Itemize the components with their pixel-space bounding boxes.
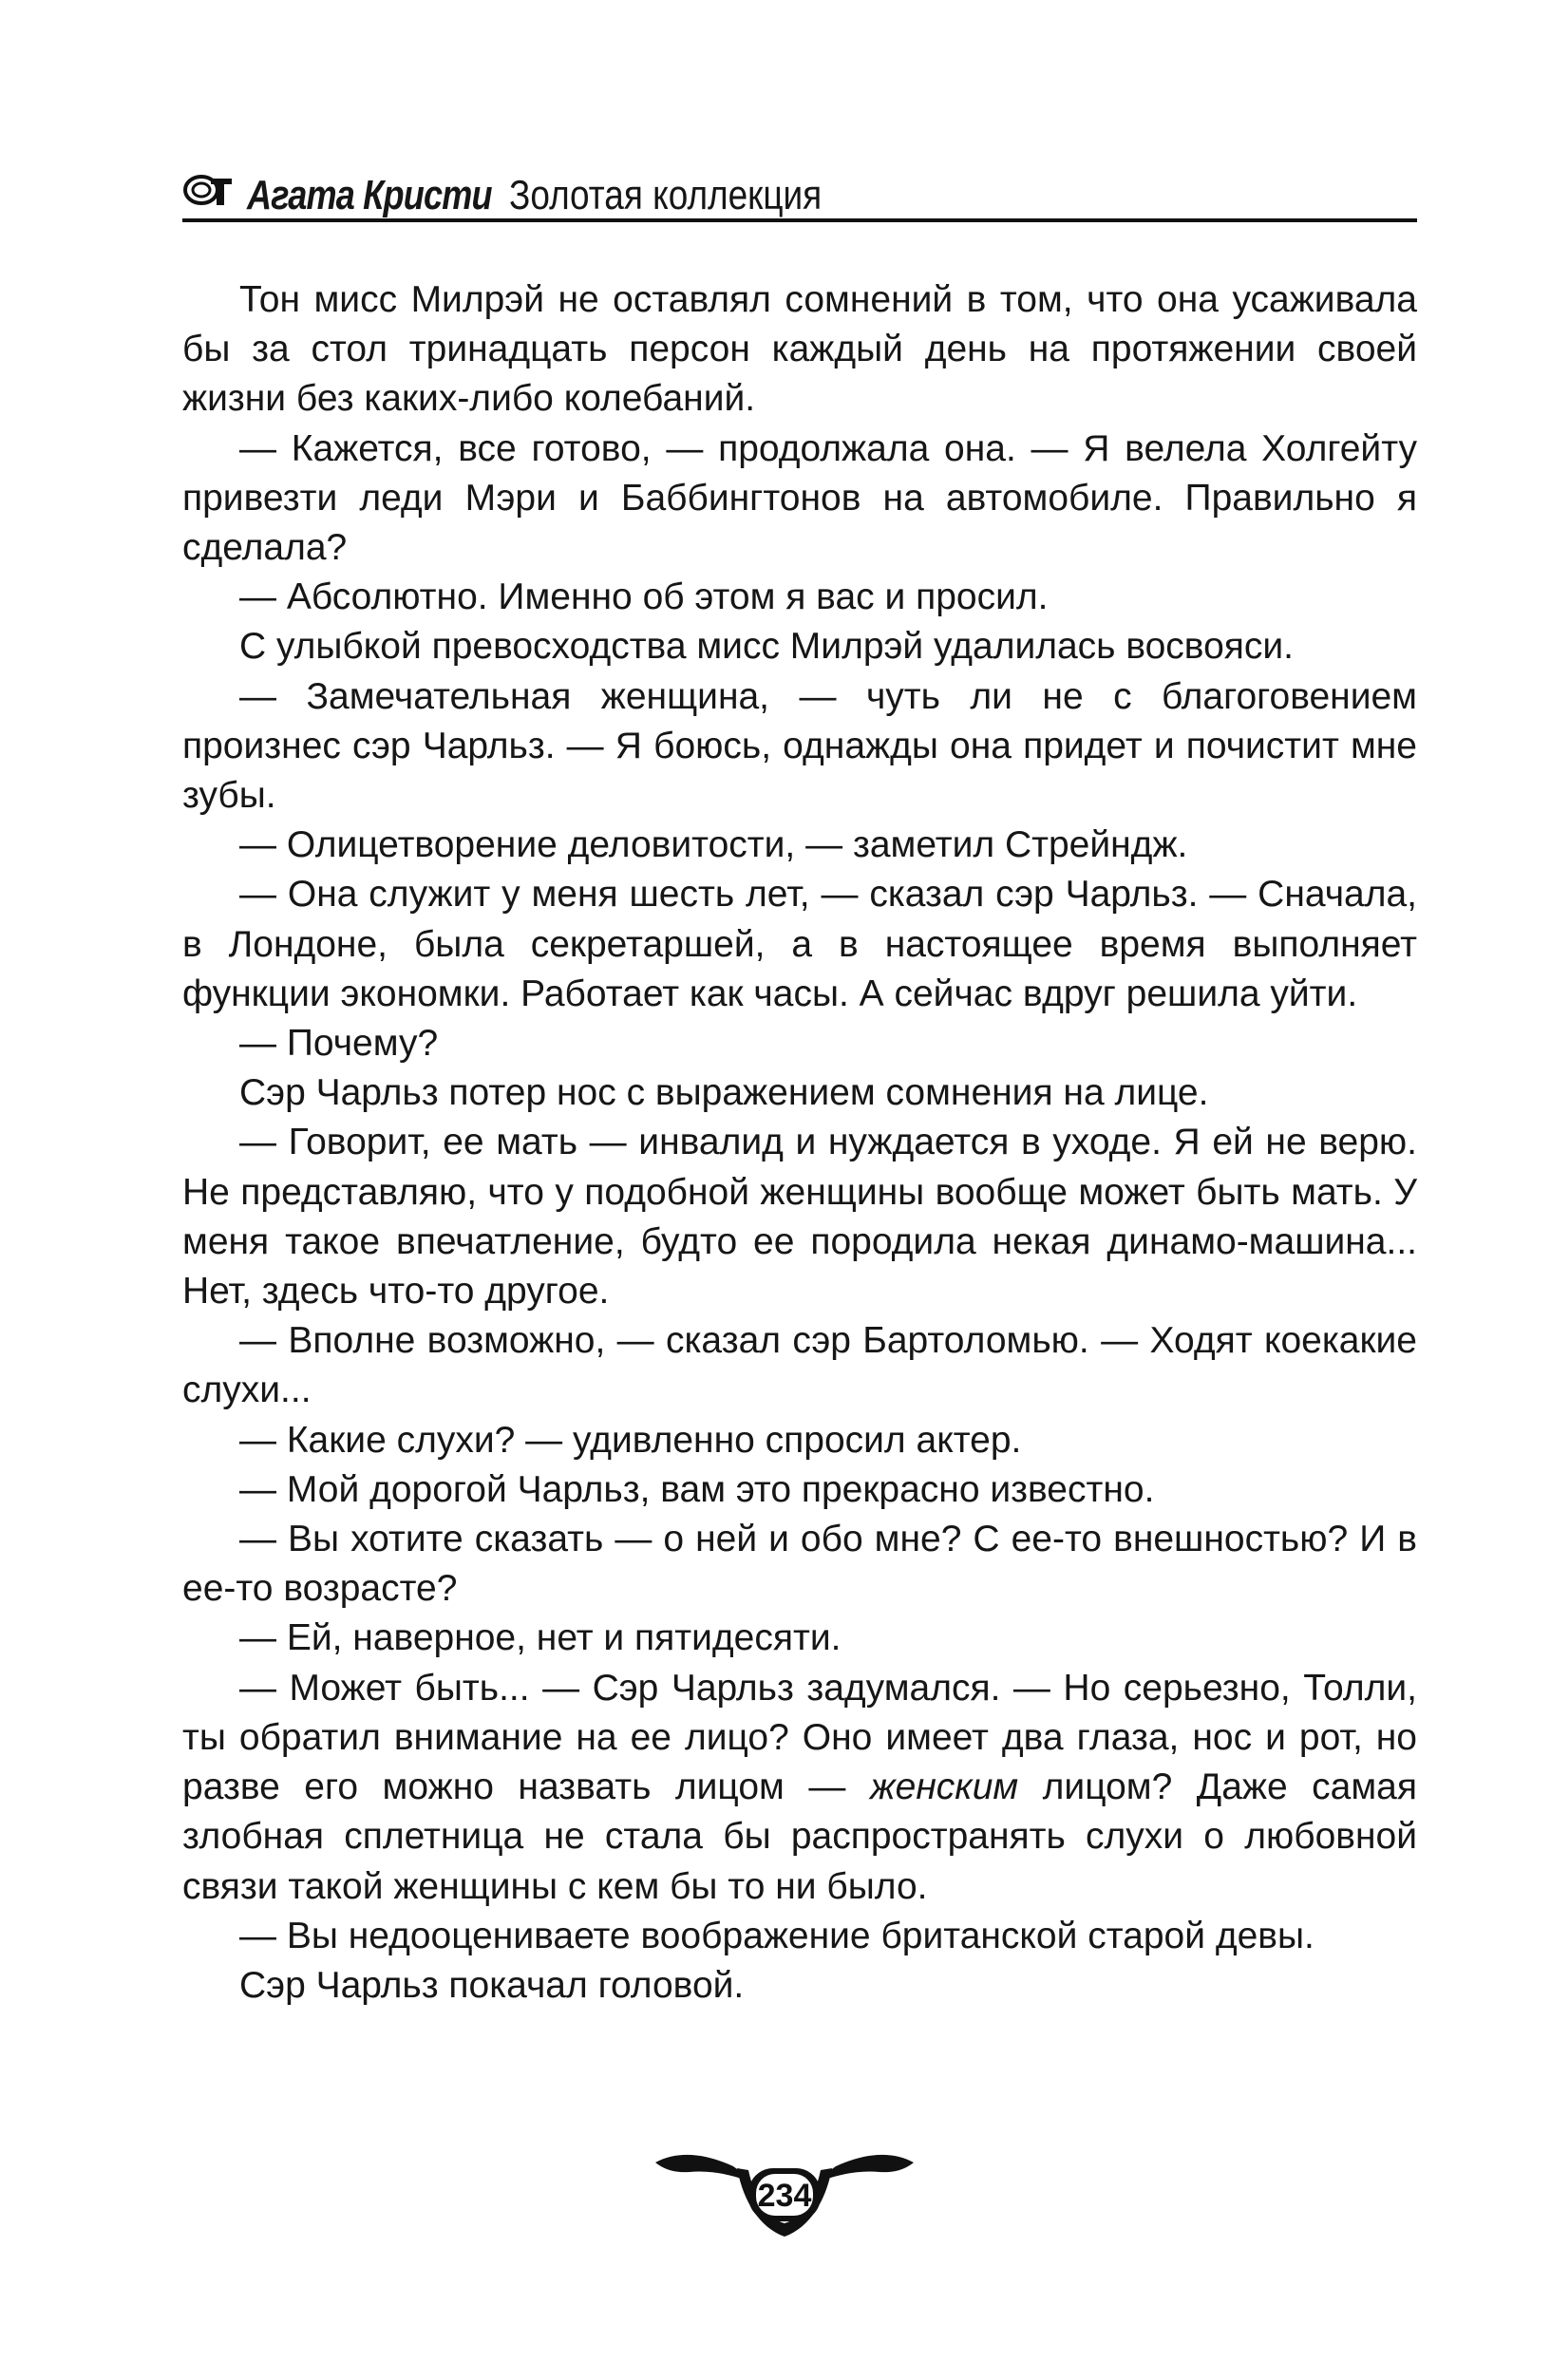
paragraph: — Она служит у меня шесть лет, — сказал сэр Чарльз. — Сначала, в Лондоне, была секретаршей, а в настоящее время выполняет функции экономки. Работает как часы. А сейчас вдруг решила уйти.	[182, 874, 1417, 1014]
paragraph: Сэр Чарльз покачал головой.	[239, 1964, 745, 2006]
paragraph: — Вы недооцениваете воображение британской старой девы.	[239, 1915, 1315, 1956]
paragraph: — Мой дорогой Чарльз, вам это прекрасно известно.	[239, 1468, 1155, 1510]
paragraph: — Олицетворение деловитости, — заметил Стрейндж.	[239, 824, 1188, 866]
paragraph: — Ей, наверное, нет и пятидесяти.	[239, 1617, 842, 1659]
header-rule	[182, 218, 1417, 222]
page-number-ornament	[652, 2142, 917, 2246]
paragraph: — Вы хотите сказать — о ней и обо мне? С ее-то внешностью? И в ее-то возрасте?	[182, 1519, 1417, 1610]
paragraph: Тон мисс Милрэй не оставлял сомнений в том, что она усаживала бы за стол тринадцать персон каждый день на протяжении своей жизни без каких-либо колебаний.	[182, 279, 1417, 420]
header-author: Агата Кристи	[247, 172, 492, 218]
page-number: 234	[757, 2178, 812, 2214]
paragraph: — Кажется, все готово, — продолжала она. — Я велела Холгейту привезти леди Мэри и Баббингтонов на автомобиле. Правильно я сделала?	[182, 427, 1417, 569]
paragraph: — Почему?	[239, 1023, 439, 1065]
paragraph: — Какие слухи? — удивленно спросил актер.	[239, 1419, 1022, 1461]
emphasized-word: женским	[869, 1766, 1019, 1808]
paragraph: — Абсолютно. Именно об этом я вас и просил.	[239, 576, 1049, 618]
paragraph: — Вполне возможно, — сказал сэр Бартоломью. — Ходят коекакие слухи...	[182, 1320, 1417, 1411]
paragraph-text: лицом? Даже самая злобная сплетница не стала бы распространять слухи о любовной связи такой женщины с кем бы то ни было.	[182, 1766, 1417, 1907]
header-series-title: Золотая коллекция	[509, 172, 823, 218]
paragraph: — Говорит, ее мать — инвалид и нуждается в уходе. Я ей не верю. Не представляю, что у подобной женщины вообще может быть мать. У меня такое впечатление, будто ее породила некая динамо-машина... Нет, здесь что-то другое.	[182, 1122, 1417, 1313]
paragraph: С улыбкой превосходства мисс Милрэй удалилась восвояси.	[239, 626, 1295, 668]
body-text	[182, 275, 1417, 2011]
paragraph: — Замечательная женщина, — чуть ли не с благоговением произнес сэр Чарльз. — Я боюсь, однажды она придет и почистит мне зубы.	[182, 675, 1417, 817]
paragraph-text: — Может быть... — Сэр Чарльз задумался. — Но серьезно, Толли, ты обратил внимание на ее лицо? Оно имеет два глаза, нос и рот, но разве его можно назвать лицом —	[182, 1667, 1417, 1808]
running-head	[182, 150, 1417, 217]
paragraph: Сэр Чарльз потер нос с выражением сомнения на лице.	[239, 1072, 1209, 1114]
series-logo-icon	[182, 171, 234, 209]
paragraph-with-emphasis	[182, 1664, 1417, 1912]
